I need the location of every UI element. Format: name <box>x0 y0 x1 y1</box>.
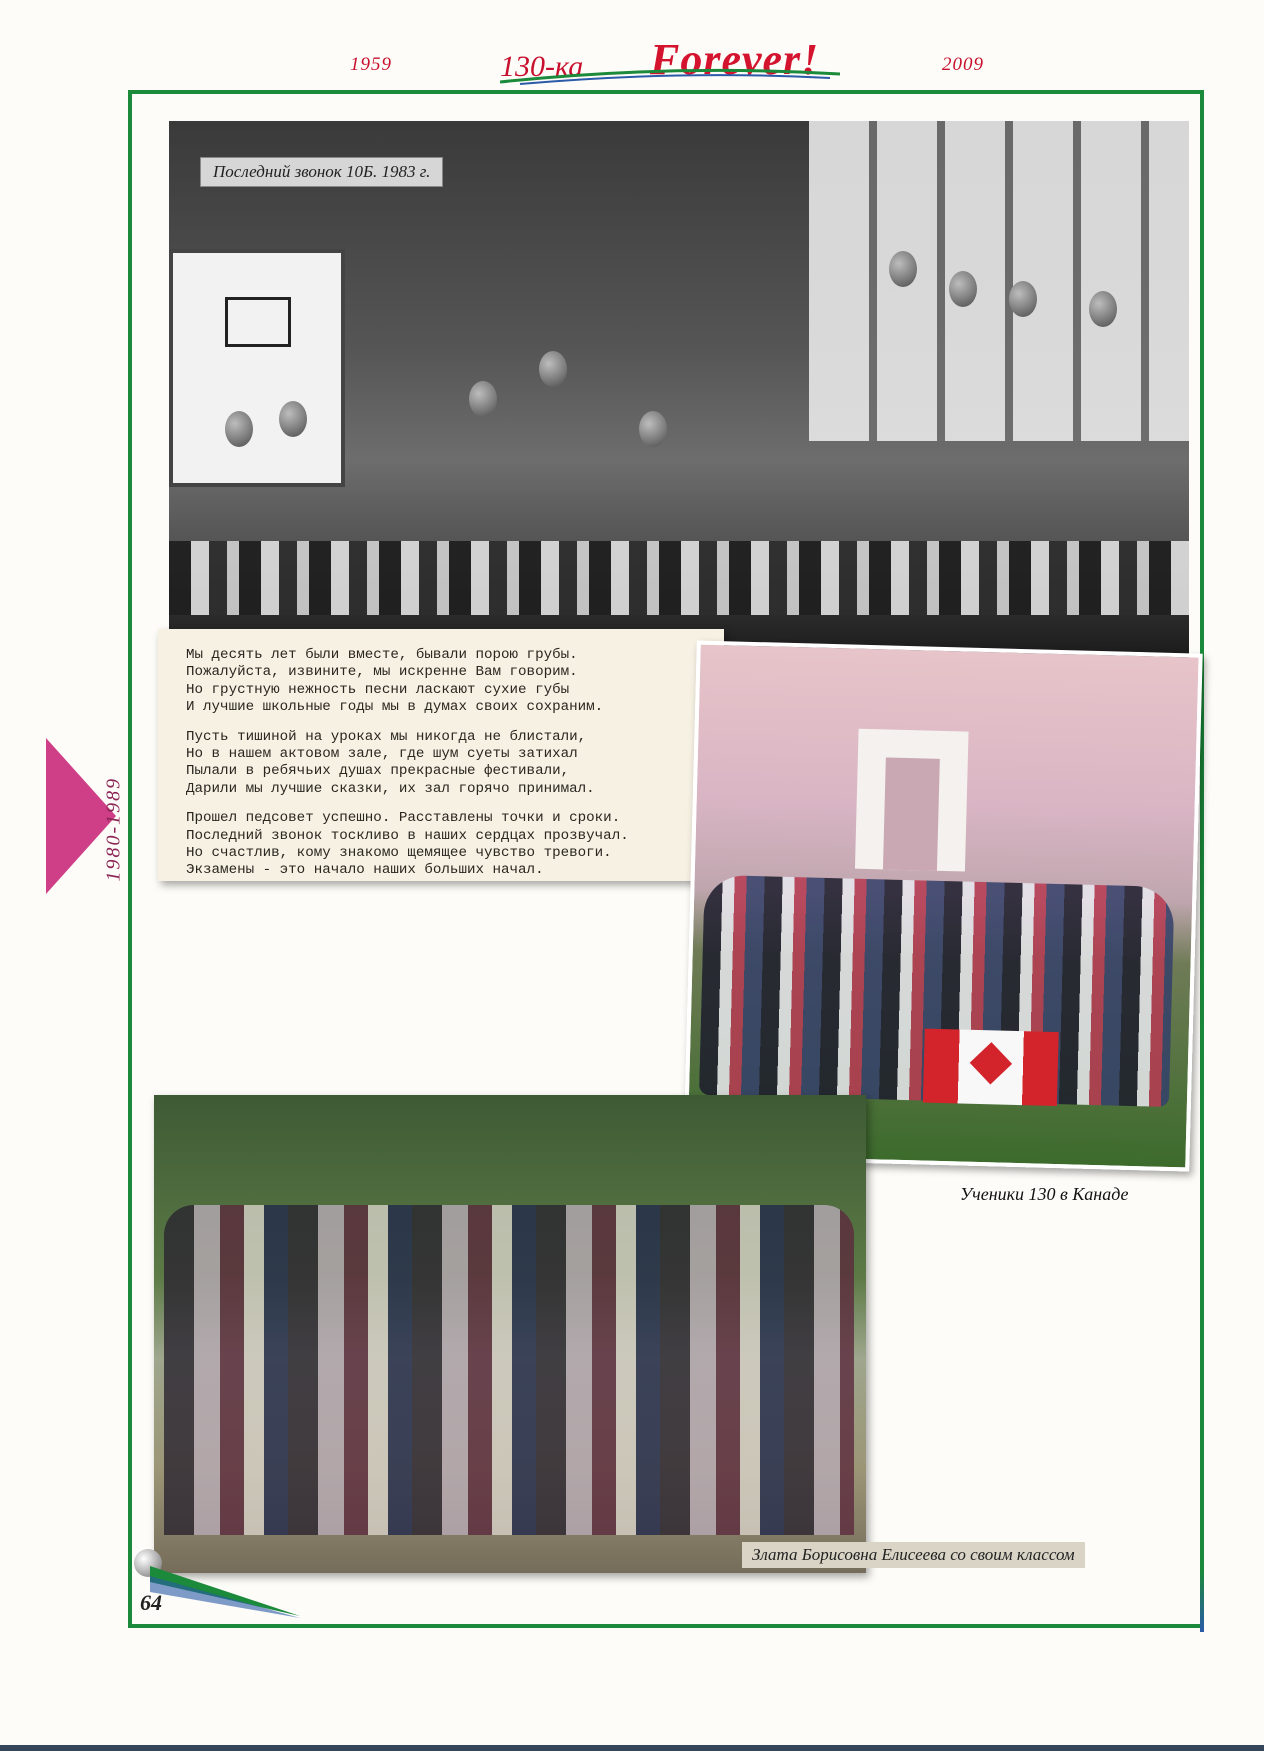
photo-last-bell-caption: Последний звонок 10Б. 1983 г. <box>200 157 443 187</box>
balloon-icon <box>539 351 567 387</box>
photo-canada-caption: Ученики 130 в Канаде <box>960 1184 1129 1204</box>
header-year-start: 1959 <box>350 54 392 75</box>
photo-last-bell <box>169 121 1189 685</box>
balloon-icon <box>469 381 497 417</box>
photo-class-group <box>154 1095 866 1573</box>
photo-class-people <box>164 1205 854 1535</box>
balloon-icon <box>889 251 917 287</box>
header-year-end: 2009 <box>942 54 984 75</box>
photo-class-caption: Злата Борисовна Елисеева со своим классом <box>742 1542 1085 1568</box>
photo-canada-peace-arch <box>855 729 969 872</box>
poem-stanza-1 <box>186 647 710 717</box>
photo-gym-windows <box>809 121 1189 441</box>
page-number: 64 <box>140 1590 162 1615</box>
poem-card <box>158 629 724 881</box>
header-title-word: Forever! <box>650 35 820 84</box>
poem-line: Но в нашем актовом зале, где шум суеты затихал <box>186 746 578 763</box>
poem-stanza-2 <box>186 729 710 799</box>
poem-line: Прошел педсовет успешно. Расставлены точки и сроки. <box>186 810 621 827</box>
poem-line: Экзамены - это начало наших больших начал. <box>186 862 544 879</box>
page-frame-right-line <box>1200 90 1204 1632</box>
poem-line: Последний звонок тоскливо в наших сердцах прозвучал. <box>186 827 629 844</box>
header-title-number: 130-ка <box>500 50 584 83</box>
poem-line: Но счастлив, кому знакомо щемящее чувство тревоги. <box>186 845 612 862</box>
side-tab-label: 1980-1989 <box>102 776 125 882</box>
poem-line: Мы десять лет были вместе, бывали порою грубы. <box>186 647 578 663</box>
bottom-edge-bar <box>0 1745 1264 1751</box>
poem-line: Пусть тишиной на уроках мы никогда не блистали, <box>186 728 587 745</box>
balloon-icon <box>225 411 253 447</box>
header-swoosh-decoration <box>500 64 840 86</box>
balloon-icon <box>279 401 307 437</box>
photo-canada <box>683 640 1202 1171</box>
poem-line: Дарили мы лучшие сказки, их зал горячо принимал. <box>186 780 595 797</box>
balloon-icon <box>1009 281 1037 317</box>
poem-line: И лучшие школьные годы мы в думах своих сохраним. <box>186 699 604 716</box>
balloon-icon <box>1089 291 1117 327</box>
balloon-icon <box>639 411 667 447</box>
corner-swoosh-decoration <box>150 1562 310 1622</box>
balloon-icon <box>949 271 977 307</box>
poem-line: Но грустную нежность песни ласкают сухие губы <box>186 681 570 698</box>
poem-stanza-3 <box>186 810 710 880</box>
photo-gym-basketball-board <box>169 249 345 487</box>
poem-line: Пожалуйста, извините, мы искренне Вам говорим. <box>186 664 578 681</box>
poem-line: Пылали в ребячьих душах прекрасные фестивали, <box>186 763 570 780</box>
